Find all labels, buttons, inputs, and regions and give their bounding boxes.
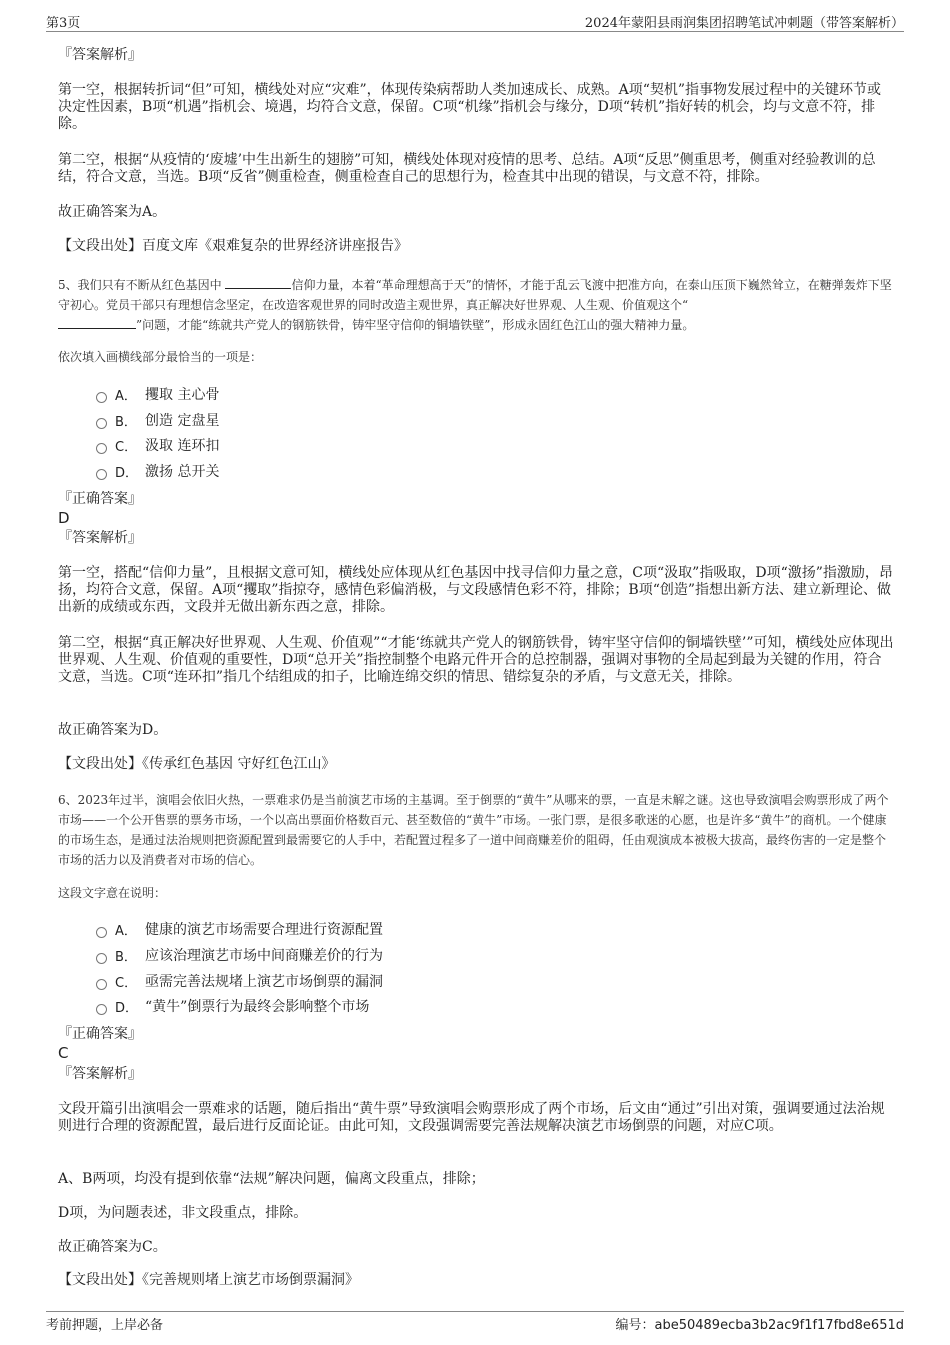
q6-analysis-para1: 文段开篇引出演唱会一票难求的话题，随后指出“黄牛票”导致演唱会购票形成了两个市场，后文由“通过”引出对策，强调要通过法治规则进行合理的资源配置，最后进行反面论证。由此可知，文段强调需要完善法规解决演艺市场倒票的问题，对应C项。 — [58, 1101, 885, 1134]
q5-stem — [58, 275, 894, 335]
q4-source: 【文段出处】百度文库《艰难复杂的世界经济讲座报告》 — [58, 238, 408, 254]
radio-icon[interactable] — [96, 469, 107, 480]
q5-stem-part1: 5、我们只有不断从红色基因中 — [58, 278, 222, 292]
q5-stem-part2: 信仰力量，本着“革命理想高于天”的情怀，才能于乱云飞渡中把准方向，在泰山压顶下巍然耸立，在糖弹轰炸下坚守初心。党员干部只有理想信念坚定，在改造客观世界的同时改造主观世界，真正解决好世界观、人生观、价值观这个“ — [58, 278, 892, 312]
q5-analysis-para1: 第一空，搭配“信仰力量”，且根据文意可知，横线处应体现从红色基因中找寻信仰力量之意，C项“汲取”指吸取，D项“激扬”指激励，昂扬，均符合文意，保留。A项“攫取”指掠夺，感情色彩偏消极，与文段感情色彩不符，排除；B项“创造”指想出新方法、建立新理论、做出新的成绩或东西，文段并无做出新东西之意，排除。 — [58, 565, 893, 615]
q5-source: 【文段出处】《传承红色基因 守好红色江山》 — [58, 756, 336, 772]
q5-correct-heading: 『正确答案』 — [58, 491, 142, 507]
document-title: 2024年蒙阳县雨润集团招聘笔试冲刺题（带答案解析） — [584, 16, 904, 31]
option-letter: C． — [115, 975, 138, 991]
q5-option-a[interactable] — [96, 384, 219, 404]
option-letter: D． — [115, 465, 139, 481]
q5-blank-1 — [225, 276, 291, 289]
q6-analysis-heading: 『答案解析』 — [58, 1066, 142, 1082]
q5-option-d[interactable] — [96, 461, 219, 481]
q4-conclusion: 故正确答案为A。 — [58, 204, 167, 220]
option-text: 攫取 主心骨 — [145, 387, 220, 403]
q6-option-b[interactable] — [96, 945, 383, 965]
page-number: 第3页 — [46, 16, 81, 31]
q5-analysis-heading: 『答案解析』 — [58, 530, 142, 546]
option-letter: B． — [115, 949, 137, 965]
q6-conclusion: 故正确答案为C。 — [58, 1239, 167, 1255]
q6-correct-answer: C — [58, 1044, 69, 1062]
option-letter: B． — [115, 414, 137, 430]
q6-option-c[interactable] — [96, 971, 383, 991]
document-code-label: 编号： — [615, 1318, 655, 1333]
option-text: “黄牛”倒票行为最终会影响整个市场 — [145, 999, 370, 1015]
option-text: 激扬 总开关 — [145, 464, 220, 480]
page-header — [0, 0, 950, 34]
q6-analysis-para2: A、B两项，均没有提到依靠“法规”解决问题，偏离文段重点，排除； — [58, 1171, 485, 1187]
option-letter: A． — [115, 388, 137, 404]
q5-stem-part3: ”问题，才能“练就共产党人的钢筋铁骨，铸牢坚守信仰的铜墙铁壁”，形成永固红色江山的强大精神力量。 — [136, 318, 695, 332]
radio-icon[interactable] — [96, 953, 107, 964]
q5-analysis-para2: 第二空，根据“真正解决好世界观、人生观、价值观”“才能‘练就共产党人的钢筋铁骨，铸牢坚守信仰的铜墙铁壁’”可知，横线处应体现出世界观、人生观、价值观的重要性，D项“总开关”指控制整个电路元件开合的总控制器，强调对事物的全局起到最为关键的作用，符合文意，当选。C项“连环扣”指几个结组成的扣子，比喻连绵交织的情思、错综复杂的矛盾，与文意无关，排除。 — [58, 635, 894, 685]
q6-analysis-para3: D项，为问题表述，非文段重点，排除。 — [58, 1205, 308, 1221]
q5-correct-answer: D — [58, 509, 70, 527]
option-text: 健康的演艺市场需要合理进行资源配置 — [145, 922, 383, 938]
document-code-value: abe50489ecba3b2ac9f1f17fbd8e651d — [654, 1318, 904, 1333]
option-letter: A． — [115, 923, 137, 939]
q6-source: 【文段出处】《完善规则堵上演艺市场倒票漏洞》 — [58, 1272, 359, 1288]
option-text: 创造 定盘星 — [145, 413, 220, 429]
q6-option-a[interactable] — [96, 919, 383, 939]
footer-slogan: 考前押题，上岸必备 — [46, 1318, 164, 1333]
radio-icon[interactable] — [96, 418, 107, 429]
q5-option-c[interactable] — [96, 435, 219, 455]
q6-option-d[interactable] — [96, 996, 369, 1016]
option-letter: D． — [115, 1000, 139, 1016]
radio-icon[interactable] — [96, 392, 107, 403]
q5-blank-2 — [58, 316, 136, 329]
radio-icon[interactable] — [96, 927, 107, 938]
header-divider — [46, 31, 904, 32]
q6-stem: 6、2023年过半，演唱会依旧火热，一票难求仍是当前演艺市场的主基调。至于倒票的“黄牛”从哪来的票，一直是未解之谜。这也导致演唱会购票形成了两个市场——一个公开售票的票务市场，一个以高出票面价格数百元、甚至数倍的“黄牛”市场。一张门票，是很多歌迷的心愿，也是许多“黄牛”的商机。一个健康的市场生态，是通过法治规则把资源配置到最需要它的人手中，若配置过程多了一道中间商赚差价的阻碍，任由观演成本被极大拔高，最终伤害的一定是整个市场的活力以及消费者对市场的信心。 — [58, 793, 889, 867]
option-letter: C． — [115, 439, 138, 455]
radio-icon[interactable] — [96, 979, 107, 990]
option-text: 亟需完善法规堵上演艺市场倒票的漏洞 — [145, 974, 383, 990]
q6-prompt: 这段文字意在说明： — [58, 886, 167, 900]
q5-prompt: 依次填入画横线部分最恰当的一项是： — [58, 350, 263, 364]
footer-divider — [46, 1311, 904, 1312]
q4-analysis-heading: 『答案解析』 — [58, 47, 142, 63]
q5-conclusion: 故正确答案为D。 — [58, 722, 168, 738]
option-text: 汲取 连环扣 — [145, 438, 220, 454]
q5-option-b[interactable] — [96, 410, 219, 430]
document-code — [615, 1314, 904, 1333]
radio-icon[interactable] — [96, 1004, 107, 1015]
q4-analysis-para1: 第一空，根据转折词“但”可知，横线处对应“灾难”，体现传染病帮助人类加速成长、成熟。A项“契机”指事物发展过程中的关键环节或决定性因素，B项“机遇”指机会、境遇，均符合文意，保留。C项“机缘”指机会与缘分，D项“转机”指好转的机会，均与文意不符，排除。 — [58, 82, 882, 132]
radio-icon[interactable] — [96, 443, 107, 454]
q4-analysis-para2: 第二空，根据“从疫情的‘废墟’中生出新生的翅膀”可知，横线处体现对疫情的思考、总结。A项“反思”侧重思考，侧重对经验教训的总结，符合文意，当选。B项“反省”侧重检查，侧重检查自己的思想行为，检查其中出现的错误，与文意不符，排除。 — [58, 152, 876, 185]
option-text: 应该治理演艺市场中间商赚差价的行为 — [145, 948, 383, 964]
q6-correct-heading: 『正确答案』 — [58, 1026, 142, 1042]
